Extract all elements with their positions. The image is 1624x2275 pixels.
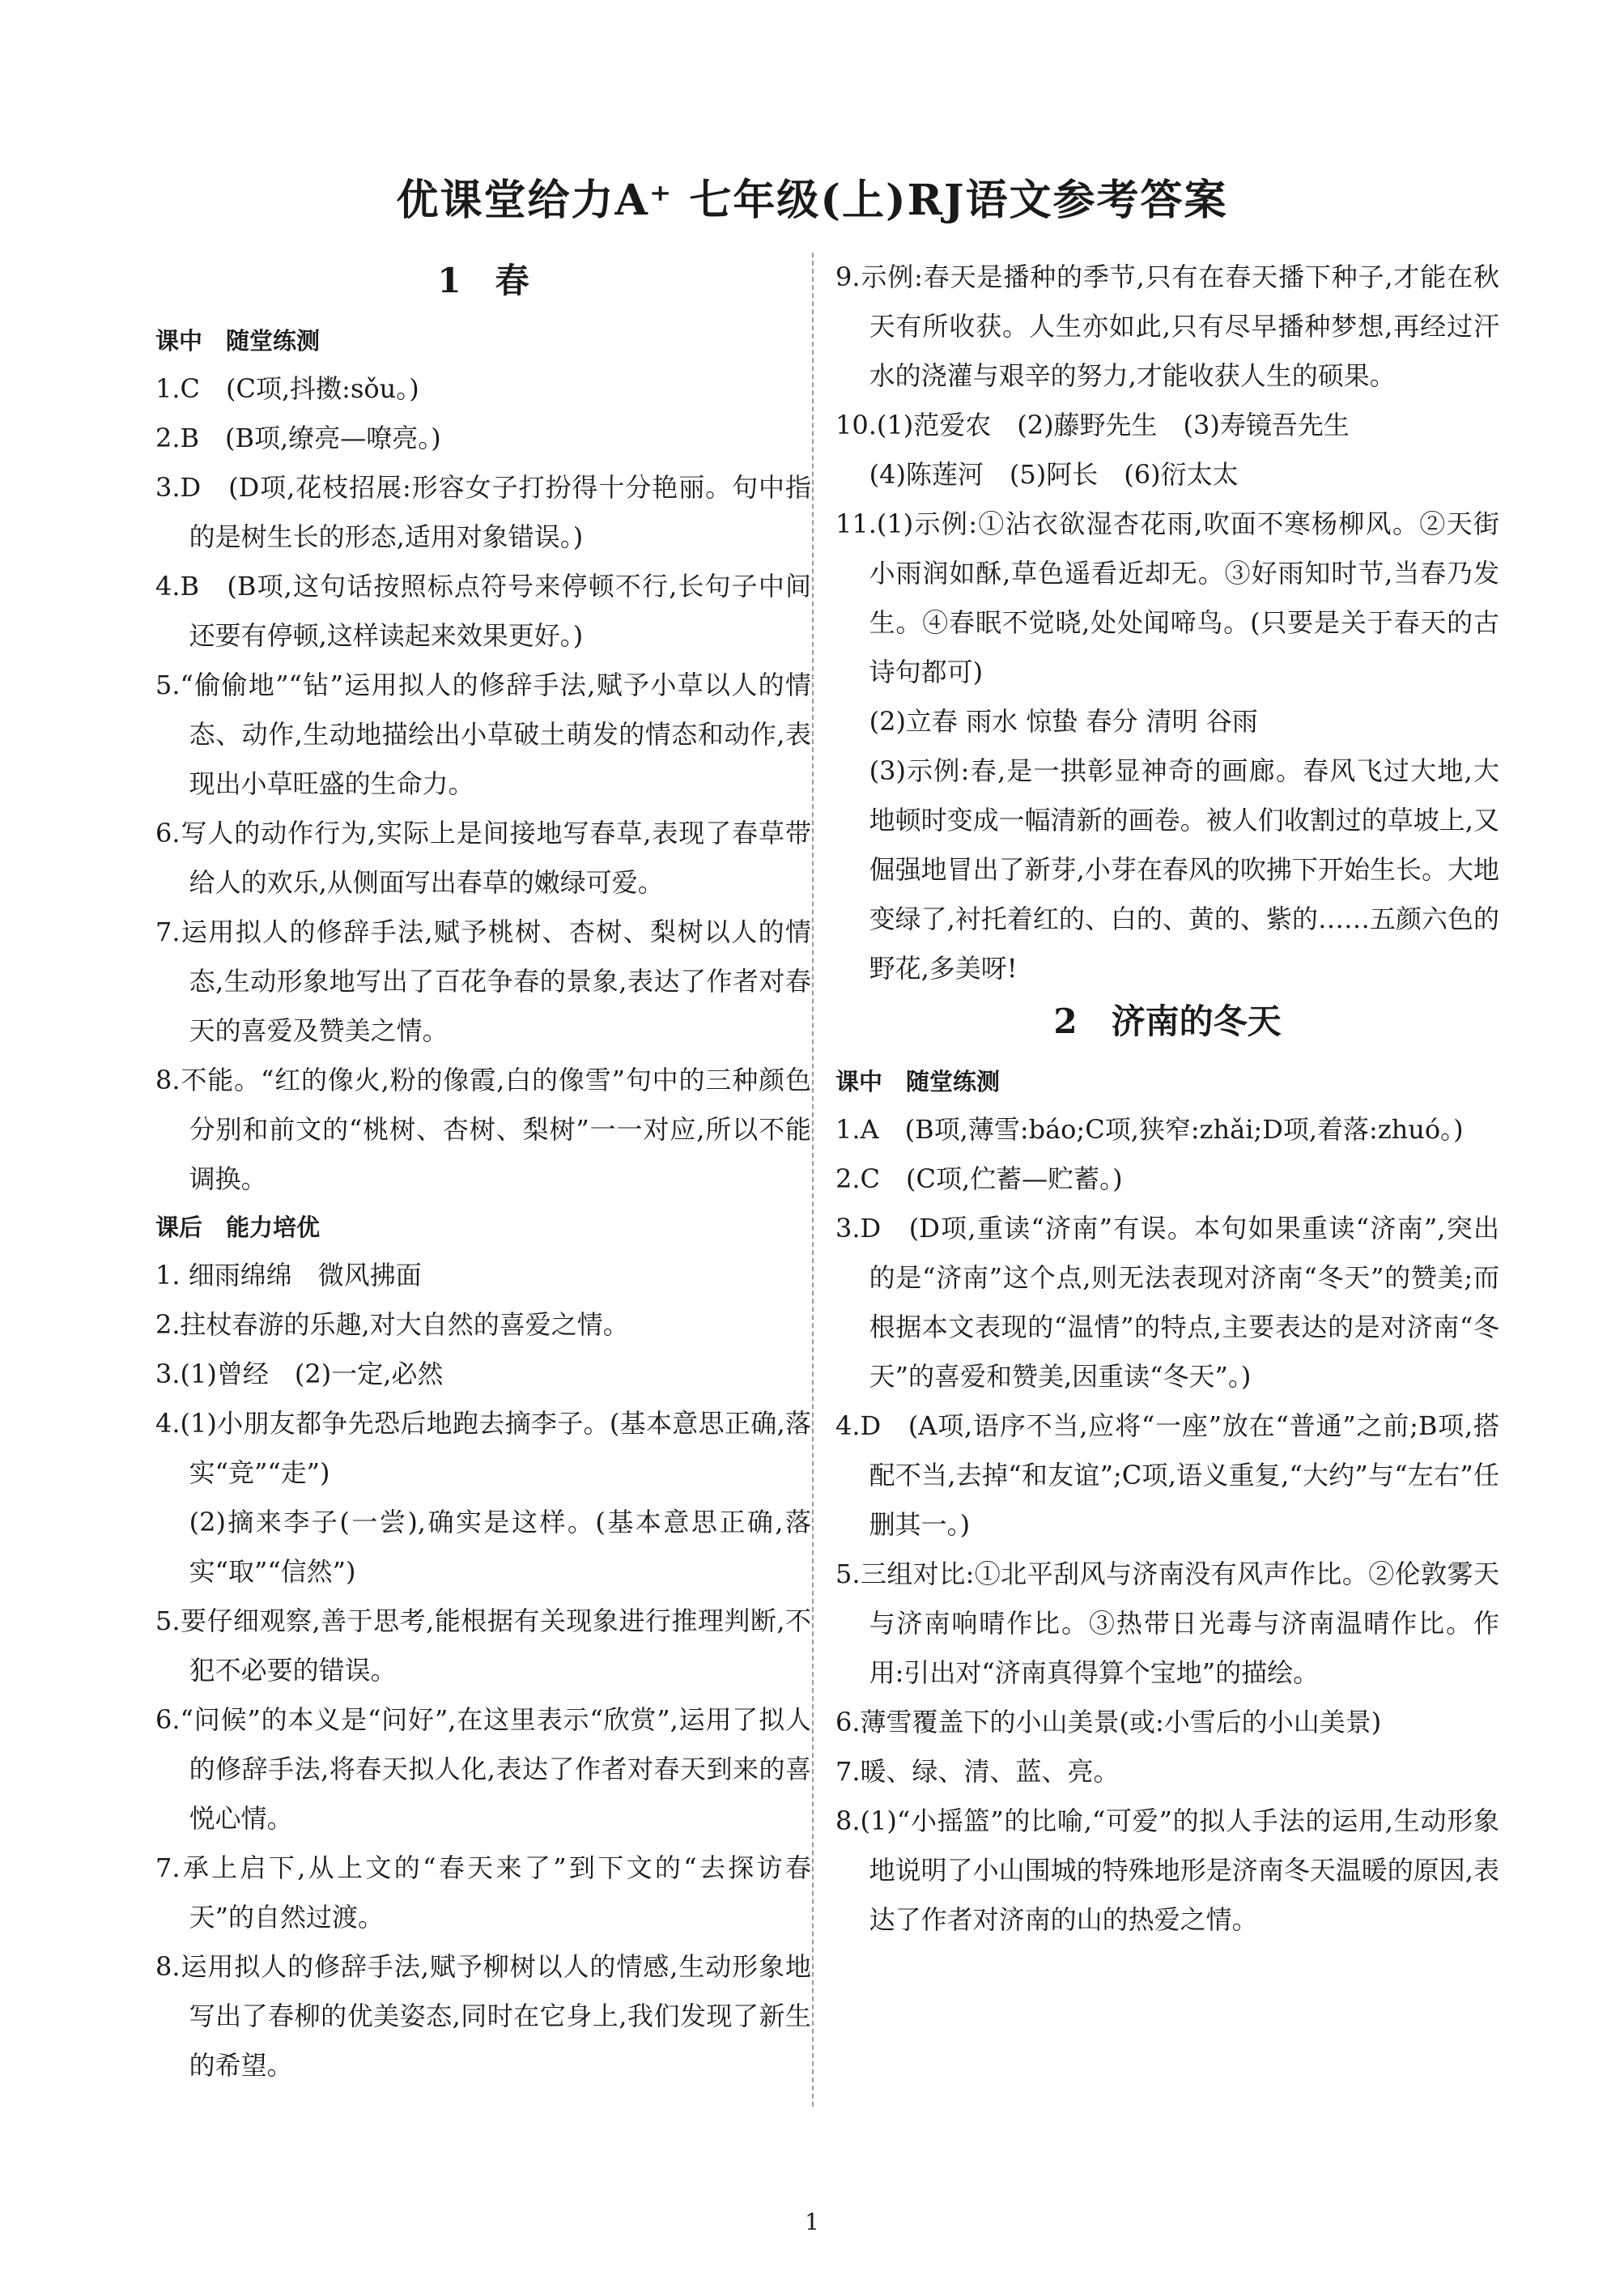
l1-item-11-sub-2: (2)立春 雨水 惊蛰 春分 清明 谷雨 <box>869 706 1258 737</box>
document-title: 优课堂给力A⁺ 七年级(上)RJ语文参考答案 <box>396 176 1228 225</box>
l1-in-class-item-8: 8.不能。“红的像火,粉的像霞,白的像雪”句中的三种颜色分别和前文的“桃树、杏树、梨树”一一对应,所以不能调换。 <box>155 1065 811 1194</box>
l2-item-7: 7.暖、绿、清、蓝、亮。 <box>835 1756 1120 1787</box>
l1-in-class-item-3: 3.D (D项,花枝招展:形容女子打扮得十分艳丽。句中指的是树生长的形态,适用对象错误。) <box>155 472 811 552</box>
l1-item-9: 9.示例:春天是播种的季节,只有在春天播下种子,才能在秋天有所收获。人生亦如此,只有尽早播种梦想,再经过汗水的浇灌与艰辛的努力,才能收获人生的硕果。 <box>835 262 1499 391</box>
lesson-1-after-class-heading: 课后 能力培优 <box>155 1214 321 1241</box>
l1-after-class-item-2: 2.拄杖春游的乐趣,对大自然的喜爱之情。 <box>155 1309 629 1340</box>
l2-item-3: 3.D (D项,重读“济南”有误。本句如果重读“济南”,突出的是“济南”这个点,则无法表现对济南“冬天”的赞美;而根据本文表现的“温情”的特点,主要表达的是对济南“冬天”的喜爱和赞美,因重读“冬天”。) <box>835 1213 1499 1392</box>
column-divider <box>812 253 814 2107</box>
l1-after-class-item-1: 1. 细雨绵绵 微风拂面 <box>155 1260 422 1291</box>
l1-after-class-item-8: 8.运用拟人的修辞手法,赋予柳树以人的情感,生动形象地写出了春柳的优美姿态,同时在它身上,我们发现了新生的希望。 <box>155 1951 811 2081</box>
l2-item-6: 6.薄雪覆盖下的小山美景(或:小雪后的小山美景) <box>835 1707 1382 1737</box>
l1-in-class-item-1: 1.C (C项,抖擞:sǒu。) <box>155 373 419 404</box>
l1-item-10-sub: (4)陈莲河 (5)阿长 (6)衍太太 <box>869 459 1239 490</box>
lesson-1-title: 1 春 <box>437 261 529 300</box>
l1-item-11: 11.(1)示例:①沾衣欲湿杏花雨,吹面不寒杨柳风。②天街小雨润如酥,草色遥看近却无。③好雨知时节,当春乃发生。④春眠不觉晓,处处闻啼鸟。(只要是关于春天的古诗句都可) <box>835 508 1499 687</box>
l2-item-8: 8.(1)“小摇篮”的比喻,“可爱”的拟人手法的运用,生动形象地说明了小山围城的特殊地形是济南冬天温暖的原因,表达了作者对济南的山的热爱之情。 <box>835 1805 1499 1935</box>
l2-item-5: 5.三组对比:①北平刮风与济南没有风声作比。②伦敦雾天与济南响晴作比。③热带日光毒与济南温晴作比。作用:引出对“济南真得算个宝地”的描绘。 <box>835 1558 1499 1688</box>
l1-after-class-item-4-sub: (2)摘来李子(一尝),确实是这样。(基本意思正确,落实“取”“信然”) <box>189 1507 811 1587</box>
l1-in-class-item-6: 6.写人的动作行为,实际上是间接地写春草,表现了春草带给人的欢乐,从侧面写出春草的嫩绿可爱。 <box>155 818 811 898</box>
lesson-2-in-class-heading: 课中 随堂练测 <box>835 1068 1001 1095</box>
l2-item-2: 2.C (C项,伫蓄—贮蓄。) <box>835 1163 1123 1194</box>
l1-in-class-item-4: 4.B (B项,这句话按照标点符号来停顿不行,长句子中间还要有停顿,这样读起来效果更好。) <box>155 571 811 651</box>
l1-after-class-item-6: 6.“问候”的本义是“问好”,在这里表示“欣赏”,运用了拟人的修辞手法,将春天拟人化,表达了作者对春天到来的喜悦心情。 <box>155 1704 811 1834</box>
l1-item-11-sub-3: (3)示例:春,是一拱彰显神奇的画廊。春风飞过大地,大地顿时变成一幅清新的画卷。被人们收割过的草坡上,又倔强地冒出了新芽,小芽在春风的吹拂下开始生长。大地变绿了,衬托着红的、白的、黄的、紫的……五颜六色的野花,多美呀! <box>869 755 1499 984</box>
l1-in-class-item-7: 7.运用拟人的修辞手法,赋予桃树、杏树、梨树以人的情态,生动形象地写出了百花争春的景象,表达了作者对春天的喜爱及赞美之情。 <box>155 916 811 1046</box>
l1-after-class-item-5: 5.要仔细观察,善于思考,能根据有关现象进行推理判断,不犯不必要的错误。 <box>155 1605 811 1686</box>
left-column <box>155 253 811 2090</box>
l1-in-class-item-2: 2.B (B项,缭亮—嘹亮。) <box>155 423 441 453</box>
page-number: 1 <box>805 2209 819 2235</box>
l2-item-4: 4.D (A项,语序不当,应将“一座”放在“普通”之前;B项,搭配不当,去掉“和友谊”;C项,语义重复,“大约”与“左右”任删其一。) <box>835 1410 1499 1540</box>
l1-after-class-item-7: 7.承上启下,从上文的“春天来了”到下文的“去探访春天”的自然过渡。 <box>155 1852 811 1933</box>
l2-item-1: 1.A (B项,薄雪:báo;C项,狭窄:zhǎi;D项,着落:zhuó。) <box>835 1114 1464 1145</box>
l1-after-class-item-4: 4.(1)小朋友都争先恐后地跑去摘李子。(基本意思正确,落实“竞”“走”) <box>155 1408 811 1488</box>
l1-in-class-item-5: 5.“偷偷地”“钻”运用拟人的修辞手法,赋予小草以人的情态、动作,生动地描绘出小草破土萌发的情态和动作,表现出小草旺盛的生命力。 <box>155 670 811 799</box>
l1-item-10: 10.(1)范爱农 (2)藤野先生 (3)寿镜吾先生 <box>835 410 1350 440</box>
lesson-1-in-class-heading: 课中 随堂练测 <box>155 327 321 355</box>
right-column <box>835 253 1499 1945</box>
l1-after-class-item-3: 3.(1)曾经 (2)一定,必然 <box>155 1359 444 1389</box>
lesson-2-title: 2 济南的冬天 <box>1053 1001 1282 1041</box>
